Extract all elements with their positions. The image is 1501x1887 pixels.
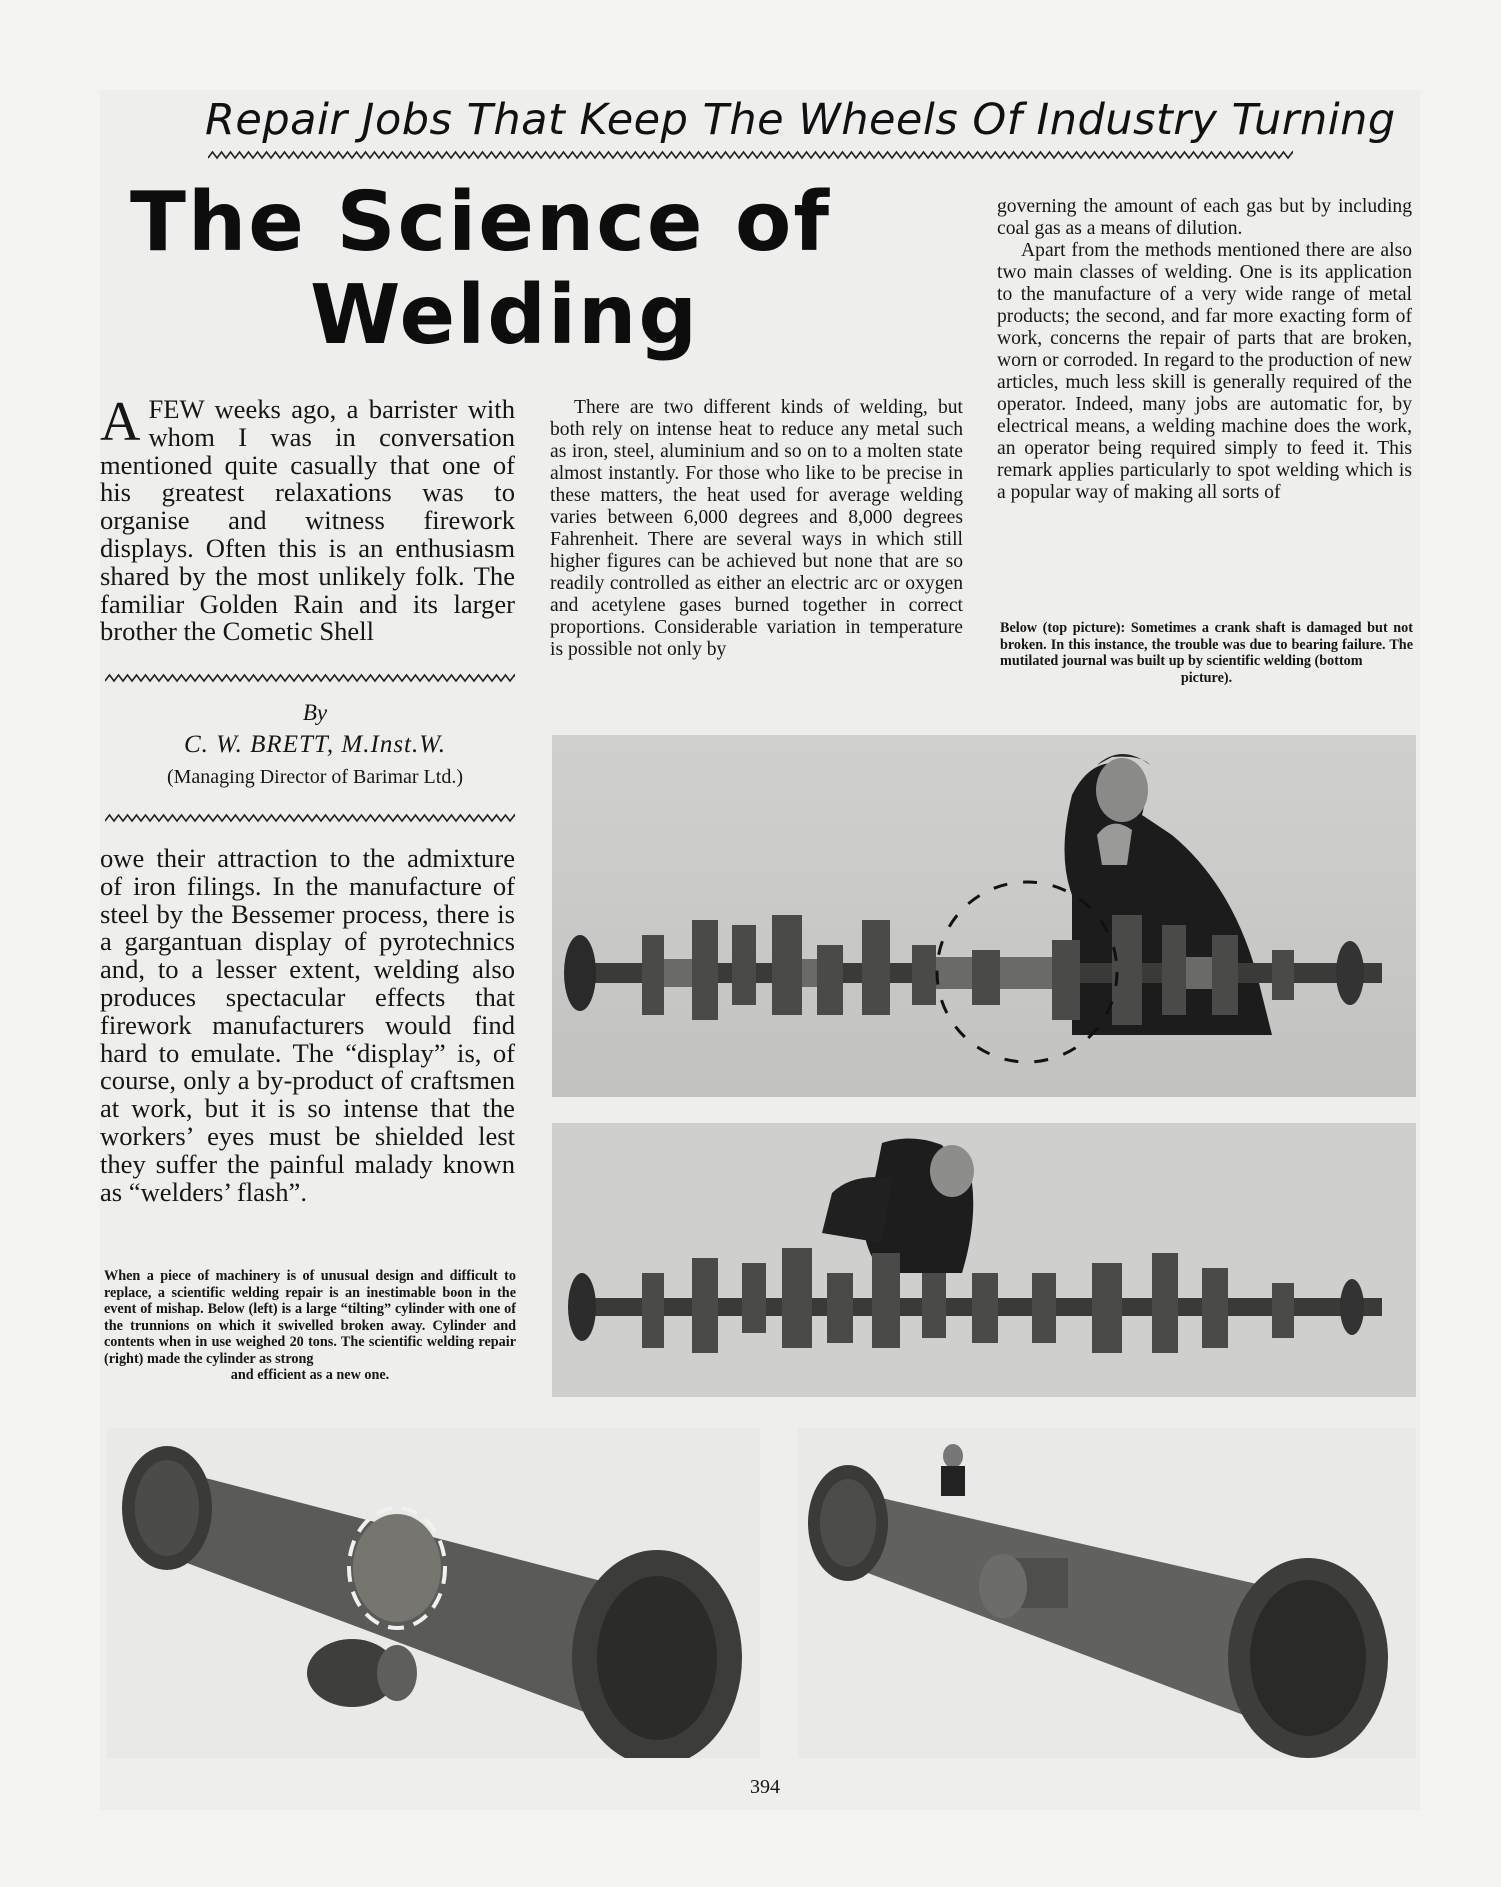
cylinder-caption — [104, 1268, 516, 1384]
author-name: C. W. BRETT, M.Inst.W. — [183, 731, 447, 758]
cylinder-repaired-image — [798, 1428, 1416, 1758]
intro-paragraph: FEW weeks ago, a barrister with whom I was in conversation mentioned quite casually that one of his greatest relaxations was to organise and witness firework displays. Often this is an enthusiasm shared by the most unlikely folk. The familiar Golden Rain and its larger brother the Cometic Shell — [100, 394, 515, 647]
cylinder-caption-text: When a piece of machinery is of unusual design and difficult to replace, a scientific welding repair is an inestimable boon in the event of mishap. Below (left) is a large “tilting” cylinder with one of the trunnions on which it swivelled broken away. Cylinder and contents when in use weighed 20 tons. The scientific welding repair (right) made the cylinder as strong — [104, 1268, 516, 1367]
column-1-continued: owe their attraction to the admixture of iron filings. In the manufacture of steel by the Bessemer process, there is a gargantuan display of pyrotechnics and, to a lesser extent, welding also produces spectacular effects that firework manufacturers would find hard to emulate. The “display” is, of course, only a by-product of craftsmen at work, but it is so intense that the workers’ eyes must be shielded lest they suffer the painful malady known as “welders’ flash”. — [100, 843, 515, 1207]
byline — [105, 698, 525, 792]
article-title-line1: The Science of — [130, 175, 832, 270]
page-number: 394 — [750, 1776, 780, 1798]
crankshaft-caption-text: Below (top picture): Sometimes a crank shaft is damaged but not broken. In this instance, the trouble was due to bearing failure. The mutilated journal was built up by scientific welding (bottom — [1000, 620, 1413, 669]
cylinder-caption-end: and efficient as a new one. — [230, 1367, 390, 1383]
cylinder-broken-image — [107, 1428, 760, 1758]
series-kicker: Repair Jobs That Keep The Wheels Of Industry Turning — [205, 95, 1396, 145]
crankshaft-caption-end: picture). — [1180, 669, 1233, 686]
column-2-body: There are two different kinds of welding, but both rely on intense heat to reduce any metal such as iron, steel, aluminium and so on to a molten state almost instantly. For those who like to be precise in these matters, the heat used for average welding varies between 6,000 degrees and 8,000 degrees Fahrenheit. There are several ways in which still higher figures can be achieved but none that are so readily controlled as either an electric arc or oxygen and acetylene gases burned together in correct proportions. Considerable variation in temperature is possible not only by — [550, 397, 963, 660]
column-3-paragraph-2: Apart from the methods mentioned there are also two main classes of welding. One is its application to the manufacture of a very wide range of metal products; the second, and far more exacting form of work, concerns the repair of parts that are broken, worn or corroded. In regard to the production of new articles, much less skill is generally required of the operator. Indeed, many jobs are automatic for, by electrical means, a welding machine does the work, an operator being required simply to feed it. This remark applies particularly to spot welding which is a popular way of making all sorts of — [997, 240, 1412, 503]
byline-by: By — [302, 700, 328, 725]
column-3-body — [997, 196, 1412, 504]
crankshaft-caption — [1000, 620, 1413, 686]
column-3-paragraph-1: governing the amount of each gas but by including coal gas as a means of dilution. — [997, 196, 1412, 239]
crankshaft-repaired-image — [552, 1123, 1416, 1397]
article-title-line2: Welding — [310, 268, 700, 363]
crankshaft-damaged-photo — [552, 735, 1416, 1097]
author-role: (Managing Director of Barimar Ltd.) — [166, 766, 463, 788]
column-1-intro — [100, 391, 515, 647]
cylinder-broken-photo — [107, 1428, 760, 1758]
header-wavy-rule — [208, 150, 1293, 160]
crankshaft-damaged-image — [552, 735, 1416, 1097]
cylinder-repaired-photo — [798, 1428, 1416, 1758]
byline-top-wavy-rule — [105, 673, 515, 683]
drop-cap: A — [100, 391, 141, 453]
byline-bottom-wavy-rule — [105, 813, 515, 823]
crankshaft-repaired-photo — [552, 1123, 1416, 1397]
